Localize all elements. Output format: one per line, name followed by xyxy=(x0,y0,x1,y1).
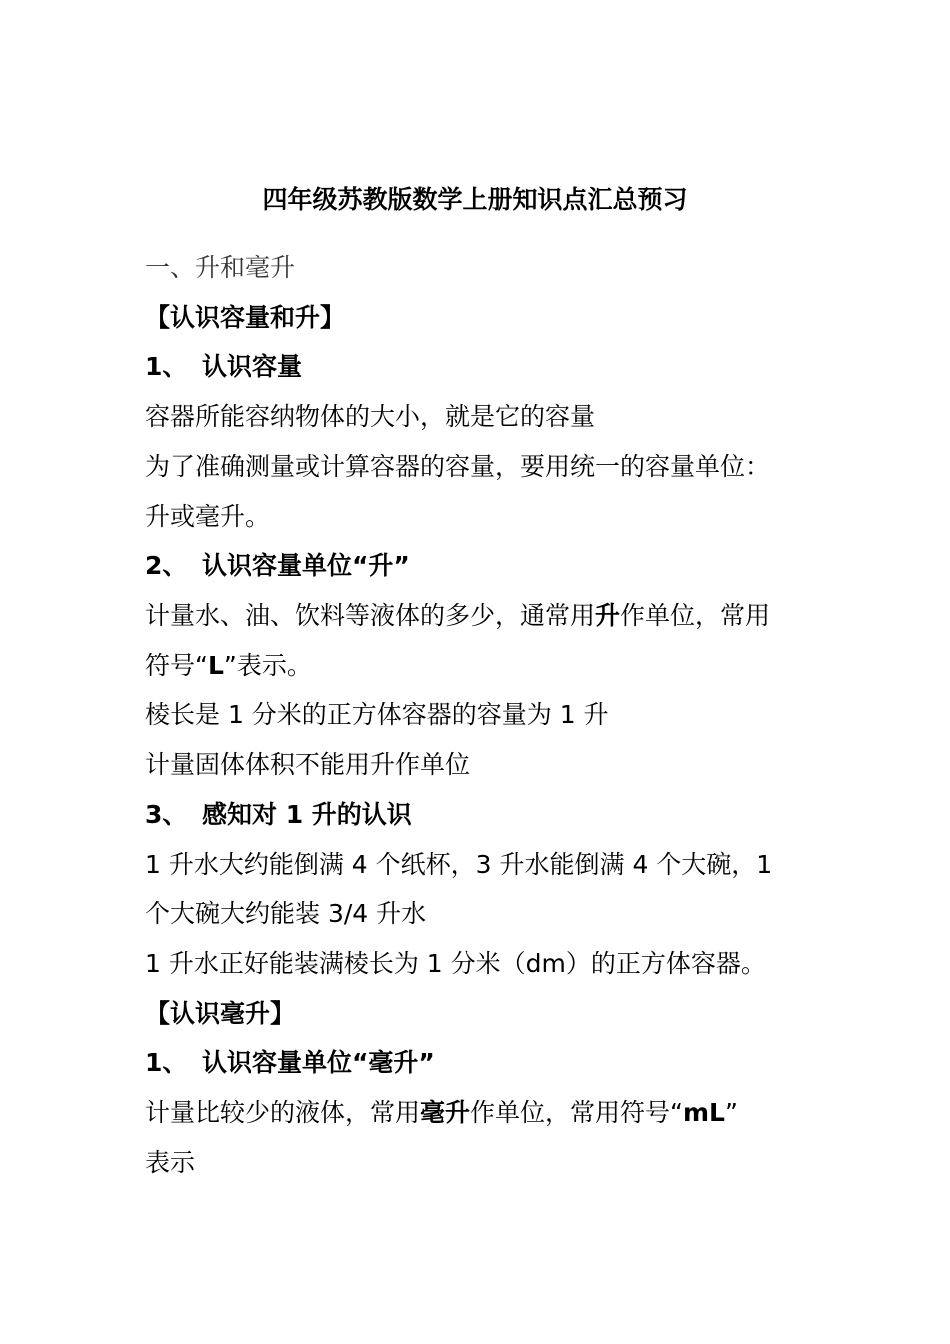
subsection-heading-milliliter: 【认识毫升】 xyxy=(145,999,296,1028)
paragraph-line: 为了准确测量或计算容器的容量，要用统一的容量单位： xyxy=(145,452,771,481)
paragraph-line: 表示 xyxy=(145,1148,196,1177)
text-run: 作单位，常用符号“ xyxy=(470,1098,683,1127)
item-label: 感知对 1 升的认识 xyxy=(202,800,412,829)
paragraph-line: 计量固体体积不能用升作单位 xyxy=(145,750,471,779)
item-number: 2、 xyxy=(145,551,188,580)
paragraph-line: 个大碗大约能装 3/4 升水 xyxy=(145,899,427,928)
bold-term: L xyxy=(207,651,224,680)
item-number: 1、 xyxy=(145,1048,188,1077)
item-heading-perceive-liter xyxy=(145,798,412,832)
text-run: 作单位，常用 xyxy=(620,601,771,630)
paragraph-line xyxy=(145,649,312,683)
item-label: 认识容量单位“升” xyxy=(202,551,410,580)
section-heading: 一、升和毫升 xyxy=(145,253,296,282)
paragraph-line xyxy=(145,599,770,633)
text-run: 计量比较少的液体，常用 xyxy=(145,1098,421,1127)
item-label: 认识容量 xyxy=(202,352,303,381)
text-run: ” xyxy=(724,1098,738,1127)
paragraph-line: 升或毫升。 xyxy=(145,502,271,531)
paragraph-line: 棱长是 1 分米的正方体容器的容量为 1 升 xyxy=(145,700,609,729)
text-run: ”表示。 xyxy=(223,651,312,680)
bold-term: 升 xyxy=(595,601,621,630)
paragraph-line xyxy=(145,1096,738,1130)
paragraph-line: 1 升水正好能装满棱长为 1 分米（dm）的正方体容器。 xyxy=(145,949,766,978)
bold-term: 毫升 xyxy=(420,1098,471,1127)
item-number: 3、 xyxy=(145,800,188,829)
item-heading-milliliter-unit xyxy=(145,1046,435,1080)
text-run: 符号“ xyxy=(145,651,208,680)
item-heading-liter-unit xyxy=(145,549,410,583)
document-title: 四年级苏教版数学上册知识点汇总预习 xyxy=(262,185,688,214)
bold-term: mL xyxy=(682,1098,725,1127)
paragraph-line: 1 升水大约能倒满 4 个纸杯，3 升水能倒满 4 个大碗，1 xyxy=(145,850,773,879)
subsection-heading-capacity-liter: 【认识容量和升】 xyxy=(145,303,346,332)
item-label: 认识容量单位“毫升” xyxy=(202,1048,435,1077)
paragraph-line: 容器所能容纳物体的大小，就是它的容量 xyxy=(145,402,596,431)
text-run: 计量水、油、饮料等液体的多少，通常用 xyxy=(145,601,596,630)
item-number: 1、 xyxy=(145,352,188,381)
item-heading-capacity xyxy=(145,350,302,384)
